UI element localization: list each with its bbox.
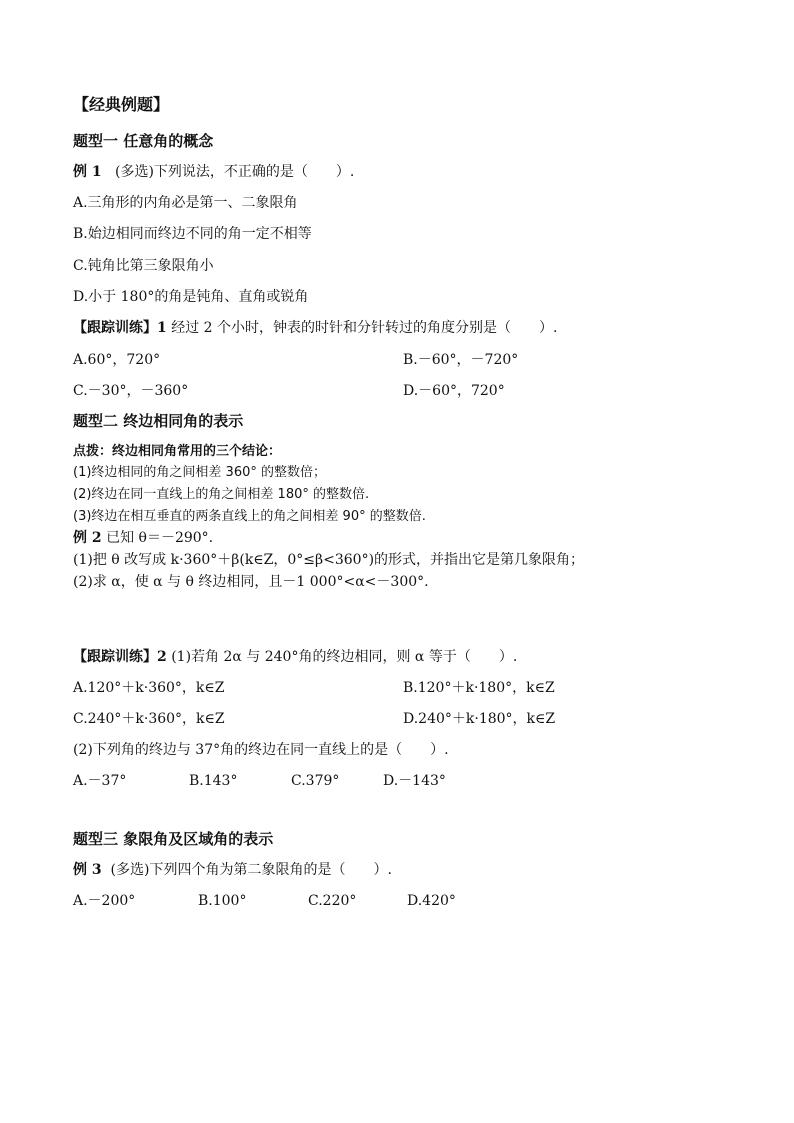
example3-stem: (多选)下列四个角为第二象限角的是（ ）. bbox=[110, 862, 392, 878]
example2 bbox=[73, 528, 213, 548]
track2-option-c: C.240°＋k·360°，k∈Z bbox=[73, 711, 225, 727]
example1 bbox=[73, 162, 354, 182]
track2-part2-option-d: D.－143° bbox=[383, 773, 446, 789]
example2-stem: 已知 θ＝－290°. bbox=[101, 530, 214, 546]
tip-line-2: (2)终边在同一直线上的角之间相差 180° 的整数倍. bbox=[73, 487, 370, 502]
example1-option-a: A.三角形的内角必是第一、二象限角 bbox=[73, 195, 298, 211]
example3-option-a: A.－200° bbox=[73, 893, 136, 909]
tip-line-1: (1)终边相同的角之间相差 360° 的整数倍； bbox=[73, 465, 326, 480]
track2-option-a: A.120°＋k·360°，k∈Z bbox=[73, 680, 225, 696]
example3 bbox=[73, 860, 392, 880]
example1-stem: (多选)下列说法，不正确的是（ ）. bbox=[114, 164, 355, 180]
track1-label: 【跟踪训练】1 bbox=[73, 320, 167, 336]
track1-option-d: D.－60°，720° bbox=[403, 383, 505, 399]
type3-title: 题型三 象限角及区域角的表示 bbox=[73, 830, 274, 848]
example3-option-b: B.100° bbox=[198, 893, 247, 909]
section-heading: 【经典例题】 bbox=[73, 95, 170, 114]
example2-label: 例 2 bbox=[73, 530, 102, 546]
example1-option-d: D.小于 180°的角是钝角、直角或锐角 bbox=[73, 289, 309, 305]
tip-line-3: (3)终边在相互垂直的两条直线上的角之间相差 90° 的整数倍. bbox=[73, 509, 426, 524]
track2-option-b: B.120°＋k·180°，k∈Z bbox=[403, 680, 555, 696]
track2-part-2: (2)下列角的终边与 37°角的终边在同一直线上的是（ ）. bbox=[73, 742, 449, 758]
example3-option-c: C.220° bbox=[308, 893, 357, 909]
track1-option-a: A.60°，720° bbox=[73, 352, 161, 368]
type2-title: 题型二 终边相同角的表示 bbox=[73, 412, 244, 430]
example1-option-c: C.钝角比第三象限角小 bbox=[73, 258, 214, 274]
example1-label: 例 1 bbox=[73, 164, 102, 180]
example3-option-d: D.420° bbox=[407, 893, 456, 909]
track1-stem: 经过 2 个小时，钟表的时针和分针转过的角度分别是（ ）. bbox=[166, 320, 558, 336]
example2-part-2: (2)求 α，使 α 与 θ 终边相同，且－1 000°<α<－300°. bbox=[73, 574, 429, 590]
track1-option-c: C.－30°，－360° bbox=[73, 383, 189, 399]
example3-label: 例 3 bbox=[73, 862, 102, 878]
track2-part2-option-b: B.143° bbox=[189, 773, 238, 789]
tip-title: 点拨：终边相同角常用的三个结论： bbox=[73, 444, 282, 459]
track2-stem: (1)若角 2α 与 240°角的终边相同，则 α 等于（ ）. bbox=[166, 649, 518, 665]
track1 bbox=[73, 318, 557, 338]
track2-option-d: D.240°＋k·180°，k∈Z bbox=[403, 711, 556, 727]
track2-part2-option-c: C.379° bbox=[291, 773, 340, 789]
track2-label: 【跟踪训练】2 bbox=[73, 649, 167, 665]
track2-part2-option-a: A.－37° bbox=[73, 773, 127, 789]
track2 bbox=[73, 647, 517, 667]
example2-part-1: (1)把 θ 改写成 k·360°＋β(k∈Z，0°≤β<360°)的形式，并指出它是第几象限角； bbox=[73, 552, 585, 568]
type1-title: 题型一 任意角的概念 bbox=[73, 132, 214, 150]
track1-option-b: B.－60°，－720° bbox=[403, 352, 519, 368]
example1-option-b: B.始边相同而终边不同的角一定不相等 bbox=[73, 226, 312, 242]
